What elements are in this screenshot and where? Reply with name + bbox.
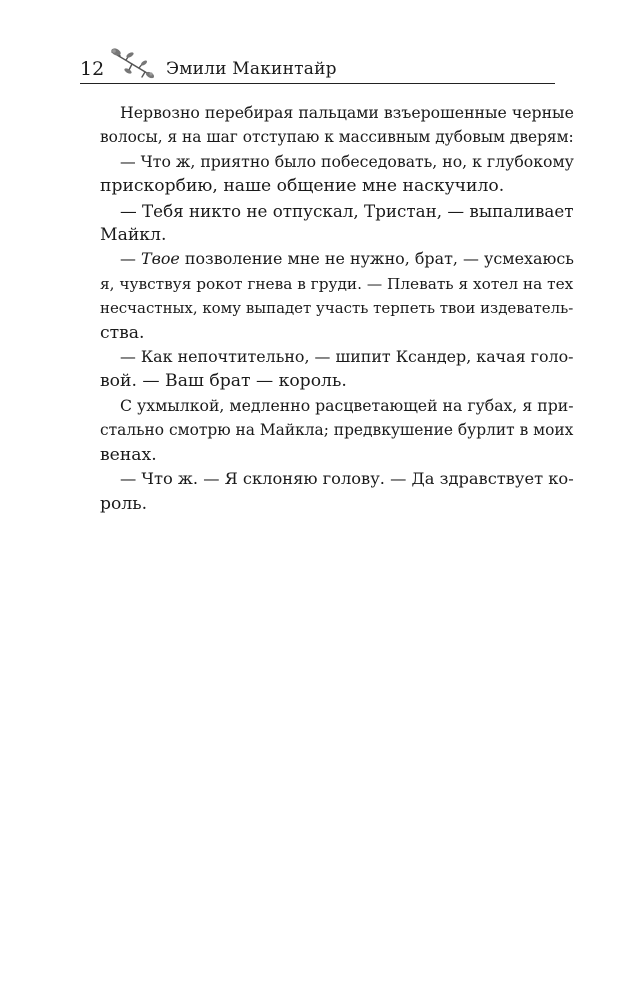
text-line [80,247,574,271]
paragraph [80,150,574,199]
paragraph [80,101,574,150]
running-header [80,52,555,86]
text-fragment: — [120,249,141,269]
paragraph [80,247,574,345]
body-text [80,101,574,516]
text-line: Нервозно перебирая пальцами взъерошенные черные [120,103,574,122]
paragraph [80,199,574,248]
italic-word: Твое [140,249,180,269]
header-rule [80,83,555,84]
paragraph [80,467,574,516]
text-line: венах. [100,444,157,465]
text-line: — Что ж. — Я склоняю голову. — Да здравствует ко- [120,469,574,489]
text-line: волосы, я на шаг отступаю к массивным дубовым дверям: [100,128,574,147]
text-line: — Что ж, приятно было побеседовать, но, к глубокому [120,151,574,171]
text-line: вой. — Ваш брат — король. [100,371,347,392]
text-line: С ухмылкой, медленно расцветающей на губах, я при- [120,395,574,415]
text-line: Майкл. [100,225,167,246]
text-line: — Как непочтительно, — шипит Ксандер, качая голо- [120,347,574,367]
text-line: я, чувствуя рокот гнева в груди. — Плевать я хотел на тех [100,274,574,293]
paragraph [80,345,574,394]
text-line: ства. [100,322,145,343]
text-line: стально смотрю на Майкла; предвкушение бурлит в моих [100,421,574,440]
text-line: несчастных, кому выпадет участь терпеть твои издеватель- [100,299,574,318]
paragraph [80,394,574,467]
author-name: Эмили Макинтайр [166,59,337,79]
text-line: роль. [100,493,148,514]
thorny-rose-ornament-icon [108,46,156,80]
page-number: 12 [80,58,105,80]
text-line: — Тебя никто не отпускал, Тристан, — выпаливает [120,200,574,221]
text-line: прискорбию, наше общение мне наскучило. [100,176,505,197]
text-fragment: позволение мне не нужно, брат, — усмехаюсь [179,249,574,269]
